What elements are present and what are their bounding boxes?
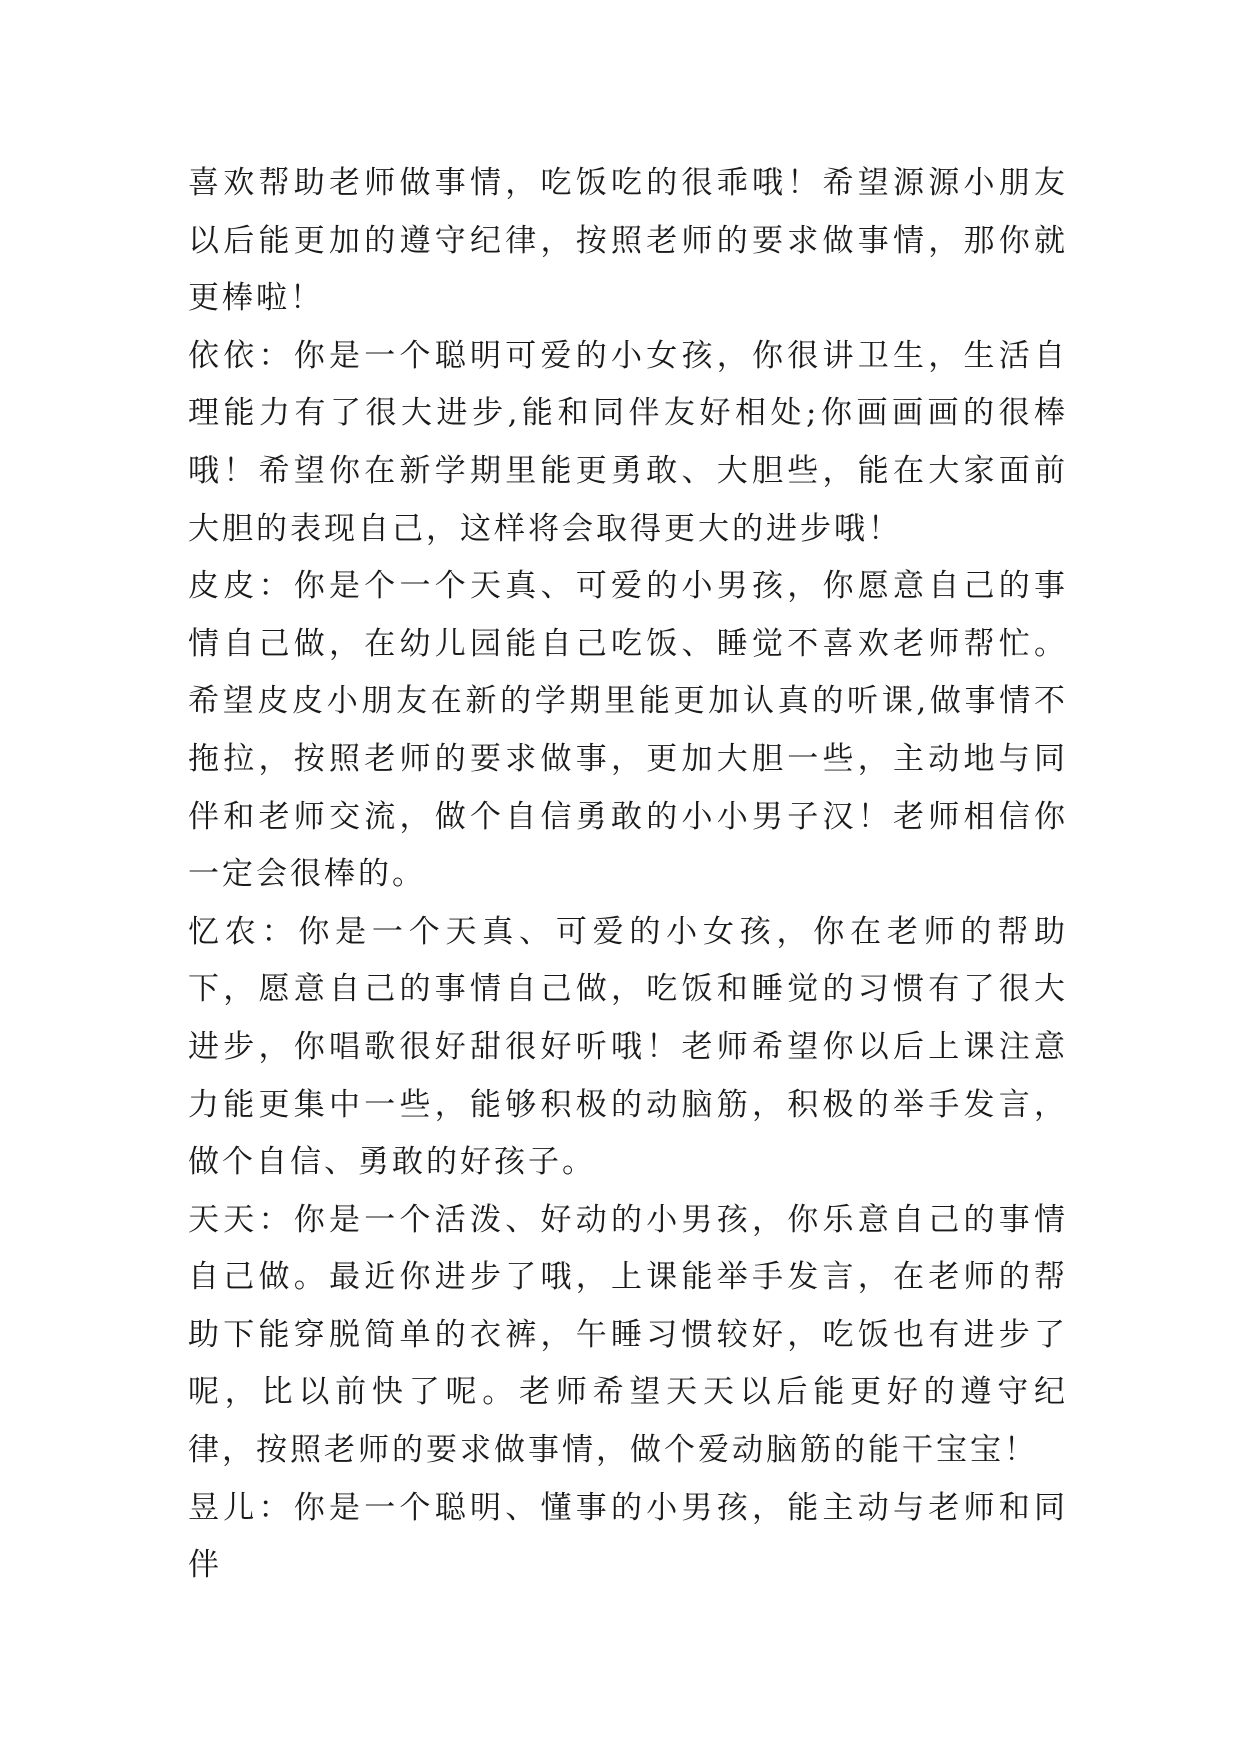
paragraph-pipi: 皮皮：你是个一个天真、可爱的小男孩，你愿意自己的事情自己做，在幼儿园能自己吃饭、睡觉不喜欢老师帮忙。希望皮皮小朋友在新的学期里能更加认真的听课,做事情不拖拉，按照老师的要求做事，更加大胆一些，主动地与同伴和老师交流，做个自信勇敢的小小男子汉！老师相信你一定会很棒的。 bbox=[188, 568, 1068, 893]
paragraph-yuanyuan: 喜欢帮助老师做事情，吃饭吃的很乖哦！希望源源小朋友以后能更加的遵守纪律，按照老师的要求做事情，那你就更棒啦！ bbox=[188, 165, 1068, 317]
paragraph-yuer: 昱儿：你是一个聪明、懂事的小男孩，能主动与老师和同伴 bbox=[188, 1489, 1068, 1584]
document-body bbox=[188, 155, 1068, 1595]
paragraph-yiyi: 依依：你是一个聪明可爱的小女孩，你很讲卫生，生活自理能力有了很大进步,能和同伴友好相处;你画画画的很棒哦！希望你在新学期里能更勇敢、大胆些，能在大家面前大胆的表现自己，这样将会取得更大的进步哦！ bbox=[188, 337, 1068, 547]
paragraph-yinong: 忆农：你是一个天真、可爱的小女孩，你在老师的帮助下，愿意自己的事情自己做，吃饭和睡觉的习惯有了很大进步，你唱歌很好甜很好听哦！老师希望你以后上课注意力能更集中一些，能够积极的动脑筋，积极的举手发言，做个自信、勇敢的好孩子。 bbox=[188, 913, 1068, 1181]
paragraph-tiantian: 天天：你是一个活泼、好动的小男孩，你乐意自己的事情自己做。最近你进步了哦，上课能举手发言，在老师的帮助下能穿脱简单的衣裤，午睡习惯较好，吃饭也有进步了呢，比以前快了呢。老师希望天天以后能更好的遵守纪律，按照老师的要求做事情，做个爱动脑筋的能干宝宝！ bbox=[188, 1201, 1068, 1469]
